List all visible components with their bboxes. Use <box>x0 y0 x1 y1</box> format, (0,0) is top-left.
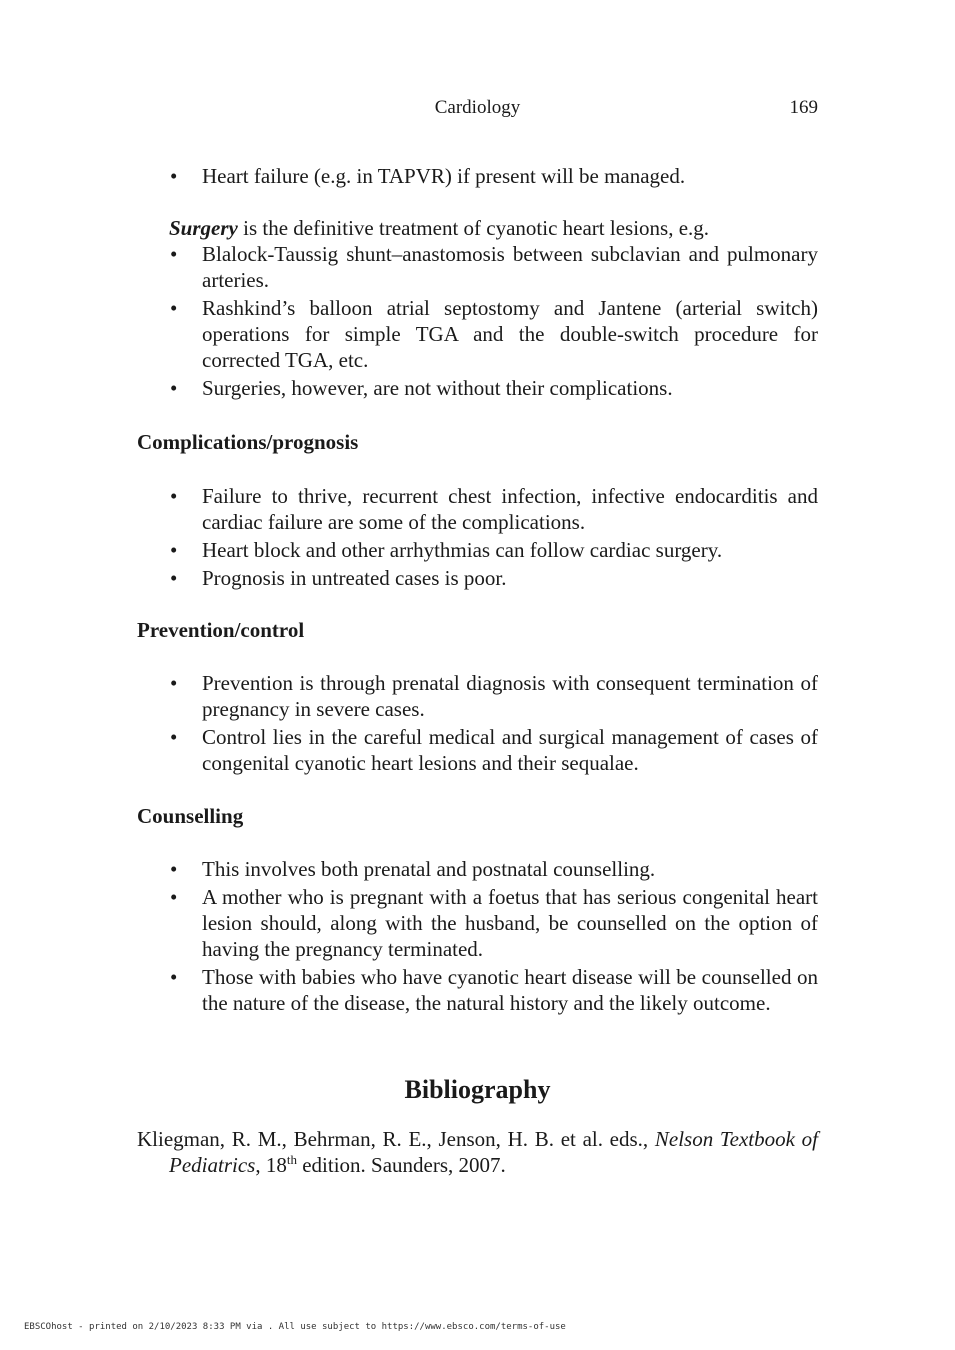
list-item: • Prognosis in untreated cases is poor. <box>137 565 818 591</box>
reference-title: Nelson Textbook of Pediatrics <box>169 1127 818 1177</box>
list-item: • This involves both prenatal and postnatal counselling. <box>137 856 818 882</box>
list-item: • Control lies in the careful medical and surgical management of cases of congenital cyanotic heart lesions and their sequalae. <box>137 724 818 776</box>
running-head <box>137 97 818 121</box>
intro-block <box>137 163 818 189</box>
list-item: • Failure to thrive, recurrent chest infection, infective endocarditis and cardiac failure are some of the complications. <box>137 483 818 535</box>
counselling-block <box>137 856 818 1016</box>
list-item: • Those with babies who have cyanotic heart disease will be counselled on the nature of the disease, the natural history and the likely outcome. <box>137 964 818 1016</box>
list-item: • Rashkind’s balloon atrial septostomy and Jantene (arterial switch) operations for simple TGA and the double-switch procedure for corrected TGA, etc. <box>137 295 818 373</box>
counselling-heading: Counselling <box>137 804 244 828</box>
reference-authors: Kliegman, R. M., Behrman, R. E., Jenson, H. B. et al. eds., <box>137 1127 655 1151</box>
list-item: • Surgeries, however, are not without their complications. <box>137 375 818 401</box>
list-item: • Heart failure (e.g. in TAPVR) if present will be managed. <box>137 163 818 189</box>
reference-edition-number: , 18 <box>255 1153 287 1177</box>
reference-rest: edition. Saunders, 2007. <box>296 1153 506 1177</box>
page-number: 169 <box>789 97 818 118</box>
bibliography-reference <box>137 1126 818 1178</box>
running-title: Cardiology <box>434 97 521 118</box>
intro-bullet-list <box>137 163 818 189</box>
surgery-text: is the definitive treatment of cyanotic heart lesions, e.g. <box>237 216 710 240</box>
complications-block <box>137 483 818 591</box>
list-item: • Prevention is through prenatal diagnosis with consequent termination of pregnancy in severe cases. <box>137 670 818 722</box>
complications-bullet-list <box>137 483 818 591</box>
print-footer: EBSCOhost - printed on 2/10/2023 8:33 PM via . All use subject to https://www.ebsco.com/terms-of-use <box>24 1322 566 1332</box>
prevention-bullet-list <box>137 670 818 776</box>
bibliography-heading: Bibliography <box>404 1075 551 1104</box>
surgery-bullet-list <box>137 241 818 401</box>
counselling-bullet-list <box>137 856 818 1016</box>
surgery-lead: Surgery <box>169 216 238 240</box>
surgery-paragraph <box>137 215 818 241</box>
prevention-heading: Prevention/control <box>137 618 305 642</box>
reference-edition-suffix: th <box>286 1152 297 1167</box>
surgery-block <box>137 215 818 401</box>
prevention-block <box>137 670 818 776</box>
list-item: • Heart block and other arrhythmias can follow cardiac surgery. <box>137 537 818 563</box>
complications-heading: Complications/prognosis <box>137 430 359 454</box>
list-item: • A mother who is pregnant with a foetus that has serious congenital heart lesion should, along with the husband, be counselled on the option of having the pregnancy terminated. <box>137 884 818 962</box>
list-item: • Blalock-Taussig shunt–anastomosis between subclavian and pulmonary arteries. <box>137 241 818 293</box>
